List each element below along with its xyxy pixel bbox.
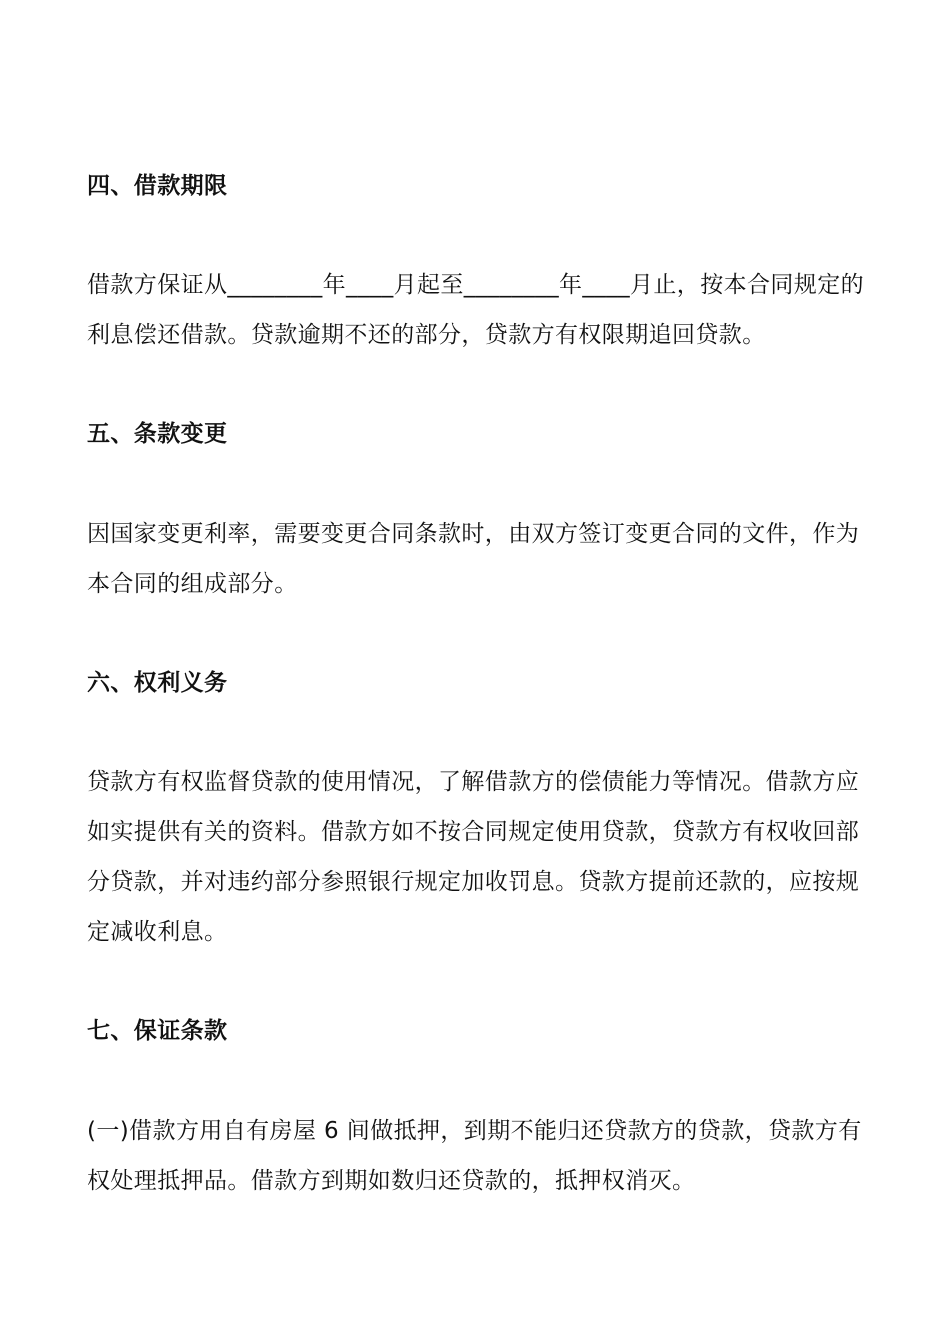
section-heading-guarantee: 七、保证条款 <box>87 1018 228 1044</box>
section-paragraph-guarantee: (一)借款方用自有房屋 6 间做抵押，到期不能归还贷款方的贷款，贷款方有权处理抵押品。借款方到期如数归还贷款的，抵押权消灭。 <box>87 1118 862 1194</box>
section-heading-amendment: 五、条款变更 <box>87 421 228 447</box>
section-heading-rights: 六、权利义务 <box>87 670 228 696</box>
section-paragraph-term: 借款方保证从________年____月起至________年____月止，按本合同规定的利息偿还借款。贷款逾期不还的部分，贷款方有权限期追回贷款。 <box>87 272 864 348</box>
section-heading-term: 四、借款期限 <box>87 173 228 199</box>
section-paragraph-amendment: 因国家变更利率，需要变更合同条款时，由双方签订变更合同的文件，作为本合同的组成部分。 <box>87 521 860 597</box>
section-paragraph-rights: 贷款方有权监督贷款的使用情况，了解借款方的偿债能力等情况。借款方应如实提供有关的资料。借款方如不按合同规定使用贷款，贷款方有权收回部分贷款，并对违约部分参照银行规定加收罚息。贷款方提前还款的，应按规定减收利息。 <box>87 769 860 945</box>
